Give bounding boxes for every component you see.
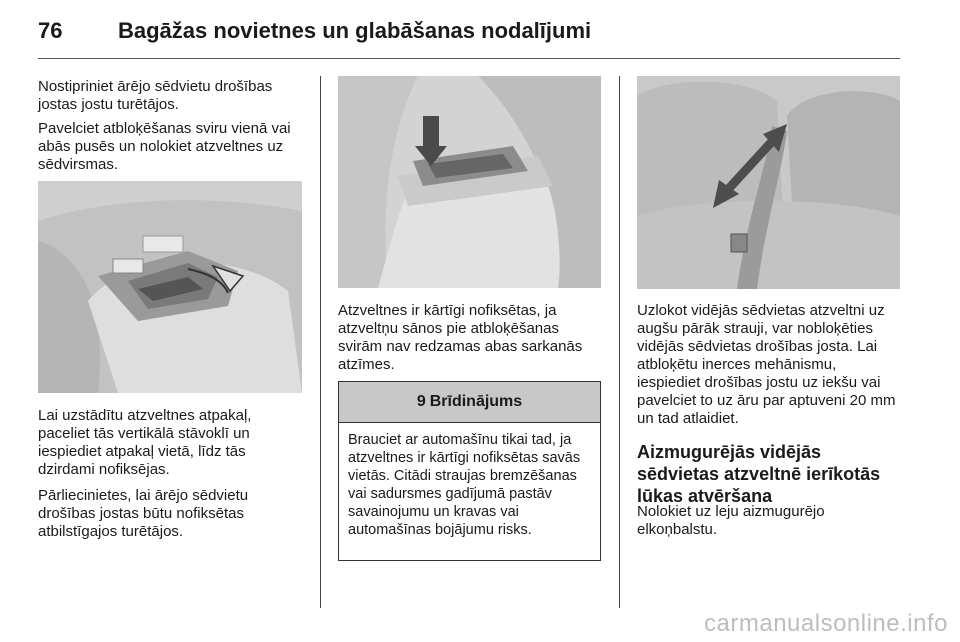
col2-paragraph-1: Atzveltnes ir kārtīgi nofiksētas, ja atzveltņu sānos pie atbloķēšanas svirām nav redzamas abas sarkanās atzīmes. (338, 302, 583, 373)
page-header (38, 18, 900, 58)
col3-paragraph-1: Uzlokot vidējās sēdvietas atzveltni uz augšu pārāk strauji, var nobloķēties vidējās sēdvietas drošības josta. Lai atbloķētu inerces mehānismu, iespiediet drošības jostu uz iekšu vai pavelciet to uz āru par aptuveni 20 mm un tad atlaidiet. (637, 302, 896, 427)
warning-header (339, 382, 600, 423)
col1-paragraph-3: Lai uzstādītu atzveltnes atpakaļ, paceliet tās vertikālā stāvoklī un iespiediet atpakaļ vietā, līdz tās dzirdami nofiksējas. (38, 407, 252, 478)
warning-icon: 9 (416, 393, 426, 410)
watermark: carmanualsonline.info (704, 610, 948, 637)
warning-box (338, 381, 601, 561)
column-divider-right (619, 76, 620, 608)
section-heading: Aizmugurējās vidējās sēdvietas atzveltnē ierīkotās lūkas atvēršana (637, 442, 881, 506)
page-number: 76 (38, 18, 63, 43)
page-title: Bagāžas novietnes un glabāšanas nodalījumi (118, 18, 592, 43)
figure-center-seatbelt (637, 76, 900, 289)
column-divider-left (320, 76, 321, 608)
col1-paragraph-4: Pārliecinietes, lai ārējo sēdvietu drošības jostas būtu nofiksētas atbilstīgajos turētājos. (38, 487, 249, 540)
header-divider (38, 58, 900, 59)
col1-paragraph-2: Pavelciet atbloķēšanas sviru vienā vai abās pusēs un nolokiet atzveltnes uz sēdvirsmas. (38, 120, 291, 173)
figure-seat-lock-indicator (338, 76, 601, 288)
col3-paragraph-2: Nolokiet uz leju aizmugurējo elkoņbalstu. (637, 503, 825, 538)
figure-seat-release-lever (38, 181, 302, 393)
col1-paragraph-1: Nostipriniet ārējo sēdvietu drošības jostas jostu turētājos. (38, 78, 273, 113)
warning-text: Brauciet ar automašīnu tikai tad, ja atzveltnes ir kārtīgi nofiksētas savās vietās. Citādi straujas bremzēšanas vai sadursmes gadījumā pastāv savainojumu un kravas vai automašīnas bojājumu risks. (348, 432, 581, 538)
warning-title: Brīdinājums (429, 393, 523, 410)
